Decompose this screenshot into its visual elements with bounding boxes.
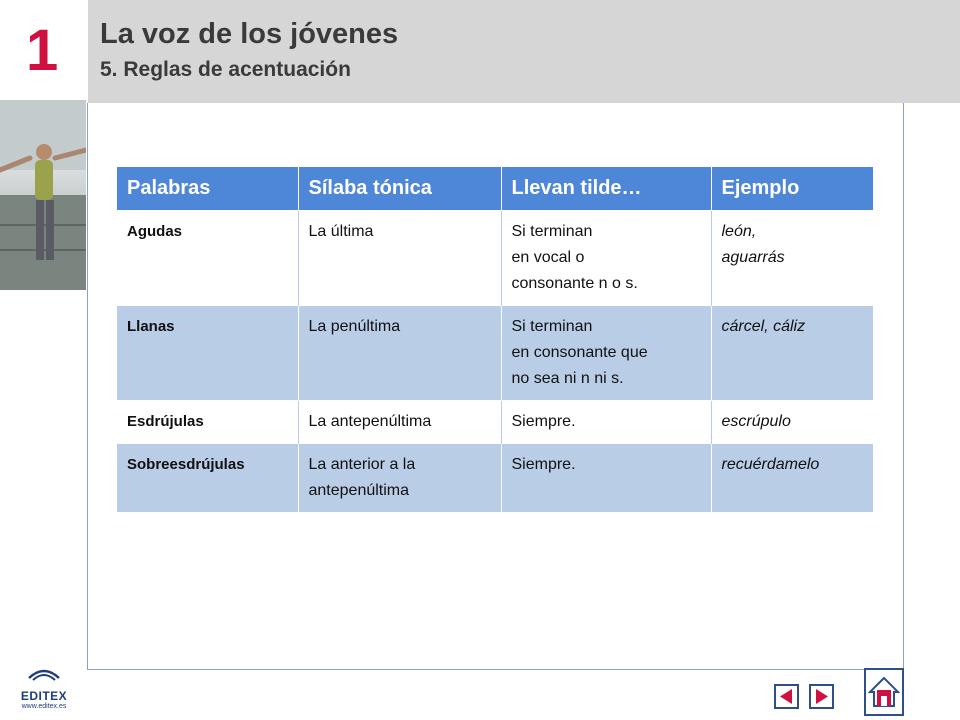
editex-logo (14, 668, 74, 712)
triangle-left-icon (776, 686, 797, 707)
table-header-row (117, 167, 873, 211)
cell-palabras: Esdrújulas (117, 401, 298, 444)
side-photo (0, 100, 86, 290)
table-row-esdrujulas (117, 401, 873, 444)
cell-ejemplo (711, 401, 873, 444)
cell-line: en vocal o (511, 249, 585, 266)
cell-silaba: La última (298, 211, 501, 306)
editex-logo-name: EDITEX (20, 689, 68, 703)
unit-number: 1 (26, 18, 59, 83)
cell-line: recuérdamelo (721, 456, 820, 473)
table-row-agudas (117, 211, 873, 306)
cell-line: La anterior a la (308, 456, 416, 473)
cell-line: Siempre. (511, 413, 576, 430)
house-icon (866, 670, 902, 714)
table-row-sobreesdrujulas (117, 444, 873, 513)
cell-ejemplo (711, 306, 873, 401)
cell-line: Si terminan (511, 223, 593, 240)
cell-line: cárcel, cáliz (721, 318, 806, 335)
cell-tilde (501, 444, 711, 513)
cell-line: Siempre. (511, 456, 576, 473)
column-header-silaba-tonica: Sílaba tónica (298, 167, 501, 211)
home-button[interactable] (864, 668, 904, 716)
editex-logo-icon (27, 668, 61, 682)
cell-line: Si terminan (511, 318, 593, 335)
cell-silaba (298, 444, 501, 513)
cell-ejemplo (711, 211, 873, 306)
cell-line: consonante n o s. (511, 275, 638, 292)
table-row-llanas (117, 306, 873, 401)
cell-tilde (501, 306, 711, 401)
cell-silaba: La penúltima (298, 306, 501, 401)
page-subtitle: 5. Reglas de acentuación (100, 58, 351, 81)
previous-slide-button[interactable] (774, 684, 799, 709)
column-header-palabras: Palabras (117, 167, 298, 211)
cell-ejemplo (711, 444, 873, 513)
accent-rules-table (117, 167, 873, 512)
cell-silaba: La antepenúltima (298, 401, 501, 444)
cell-line: en consonante que (511, 344, 648, 361)
column-header-llevan-tilde: Llevan tilde… (501, 167, 711, 211)
page-title: La voz de los jóvenes (100, 18, 399, 50)
column-header-ejemplo: Ejemplo (711, 167, 873, 211)
cell-tilde (501, 211, 711, 306)
cell-line: escrúpulo (721, 413, 791, 430)
cell-line: aguarrás (721, 249, 785, 266)
person-photo-icon (0, 100, 86, 290)
cell-palabras: Agudas (117, 211, 298, 306)
cell-line: antepenúltima (308, 482, 410, 499)
cell-tilde (501, 401, 711, 444)
cell-line: león, (721, 223, 757, 240)
header-band (88, 0, 960, 103)
editex-logo-url: www.editex.es (21, 703, 67, 710)
triangle-right-icon (811, 686, 832, 707)
cell-palabras: Sobreesdrújulas (117, 444, 298, 513)
cell-line: no sea ni n ni s. (511, 370, 624, 387)
next-slide-button[interactable] (809, 684, 834, 709)
cell-palabras: Llanas (117, 306, 298, 401)
